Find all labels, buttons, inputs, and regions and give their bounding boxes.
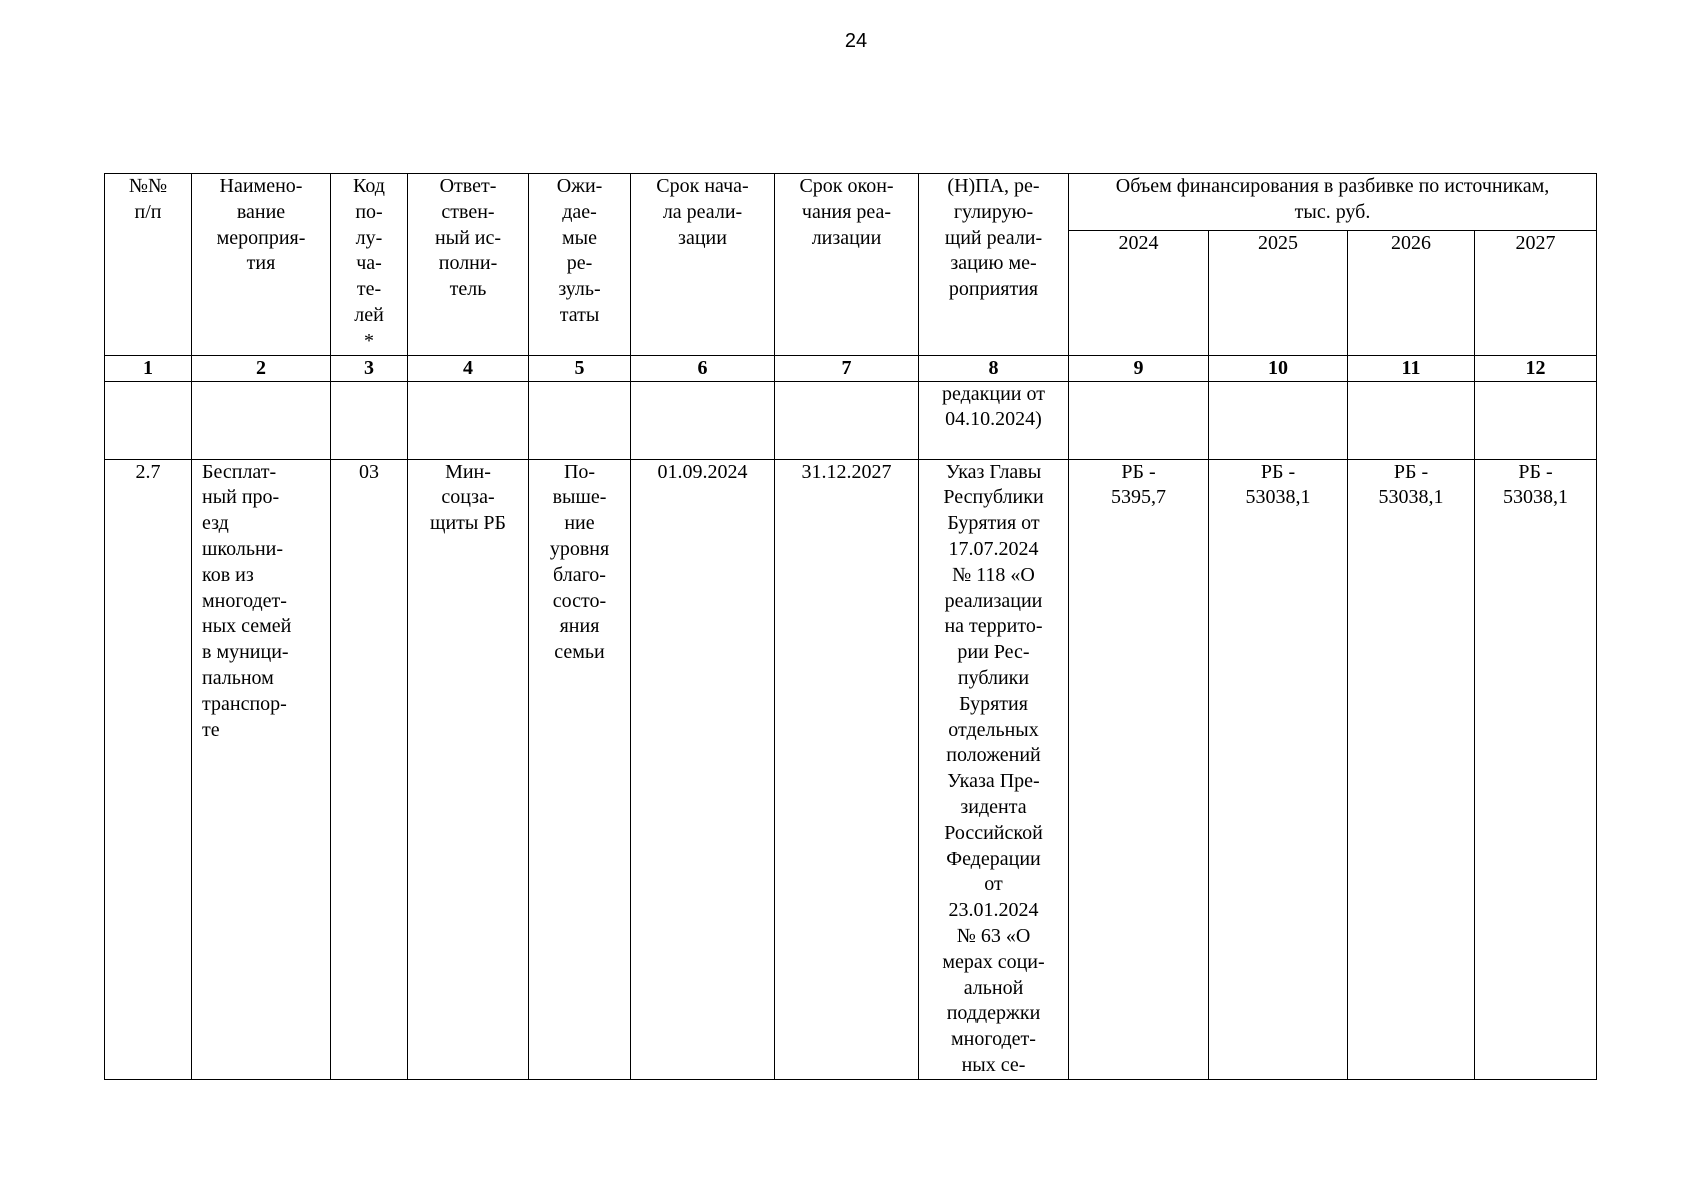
header-results: Ожи- дае- мые ре- зуль- таты <box>529 174 631 356</box>
column-number: 2 <box>192 355 331 381</box>
header-executor: Ответ- ствен- ный ис- полни- тель <box>408 174 529 356</box>
column-numbers-row <box>105 355 1597 381</box>
table-cell <box>1209 381 1348 459</box>
column-number: 6 <box>631 355 775 381</box>
row-results: По- выше- ние уровня благо- состо- яния семьи <box>529 459 631 1079</box>
column-number: 9 <box>1069 355 1209 381</box>
column-number: 1 <box>105 355 192 381</box>
table-cell <box>105 381 192 459</box>
column-number: 10 <box>1209 355 1348 381</box>
header-end: Срок окон- чания реа- лизации <box>775 174 919 356</box>
npa-continuation: редакции от 04.10.2024) <box>919 381 1069 459</box>
page-number: 24 <box>844 30 868 52</box>
row-npa: Указ Главы Республики Бурятия от 17.07.2024 № 118 «О реализации на террито- рии Рес- публики Бурятия отдельных положений Указа Пре- зидента Российской Федерации от 23.01.2024 № 63 «О мерах соци- альной поддержки многодет- ных се- <box>919 459 1069 1079</box>
column-number: 7 <box>775 355 919 381</box>
continuation-row <box>105 381 1597 459</box>
row-name: Бесплат- ный про- езд школьни- ков из многодет- ных семей в муници- пальном транспор- те <box>192 459 331 1079</box>
row-number: 2.7 <box>105 459 192 1079</box>
column-number: 5 <box>529 355 631 381</box>
header-number: №№ п/п <box>105 174 192 356</box>
header-year-2025: 2025 <box>1209 230 1348 355</box>
header-row <box>105 174 1597 231</box>
row-financing-2026: РБ - 53038,1 <box>1348 459 1475 1079</box>
row-financing-2025: РБ - 53038,1 <box>1209 459 1348 1079</box>
column-number: 8 <box>919 355 1069 381</box>
header-start: Срок нача- ла реали- зации <box>631 174 775 356</box>
header-year-2026: 2026 <box>1348 230 1475 355</box>
row-end-date: 31.12.2027 <box>775 459 919 1079</box>
table-cell <box>331 381 408 459</box>
header-code: Код по- лу- ча- те- лей * <box>331 174 408 356</box>
table-cell <box>1475 381 1597 459</box>
column-number: 3 <box>331 355 408 381</box>
row-executor: Мин- соцза- щиты РБ <box>408 459 529 1079</box>
table-cell <box>192 381 331 459</box>
header-year-2024: 2024 <box>1069 230 1209 355</box>
table-row <box>105 459 1597 1079</box>
row-code: 03 <box>331 459 408 1079</box>
table-cell <box>775 381 919 459</box>
table-cell <box>1069 381 1209 459</box>
column-number: 12 <box>1475 355 1597 381</box>
table-cell <box>1348 381 1475 459</box>
activities-table <box>104 173 1597 1080</box>
header-npa: (Н)ПА, ре- гулирую- щий реали- зацию ме- роприятия <box>919 174 1069 356</box>
table-cell <box>529 381 631 459</box>
row-start-date: 01.09.2024 <box>631 459 775 1079</box>
column-number: 4 <box>408 355 529 381</box>
row-financing-2027: РБ - 53038,1 <box>1475 459 1597 1079</box>
header-financing: Объем финансирования в разбивке по источникам, тыс. руб. <box>1069 174 1597 231</box>
table-cell <box>408 381 529 459</box>
header-name: Наимено- вание мероприя- тия <box>192 174 331 356</box>
row-financing-2024: РБ - 5395,7 <box>1069 459 1209 1079</box>
header-year-2027: 2027 <box>1475 230 1597 355</box>
column-number: 11 <box>1348 355 1475 381</box>
table-cell <box>631 381 775 459</box>
